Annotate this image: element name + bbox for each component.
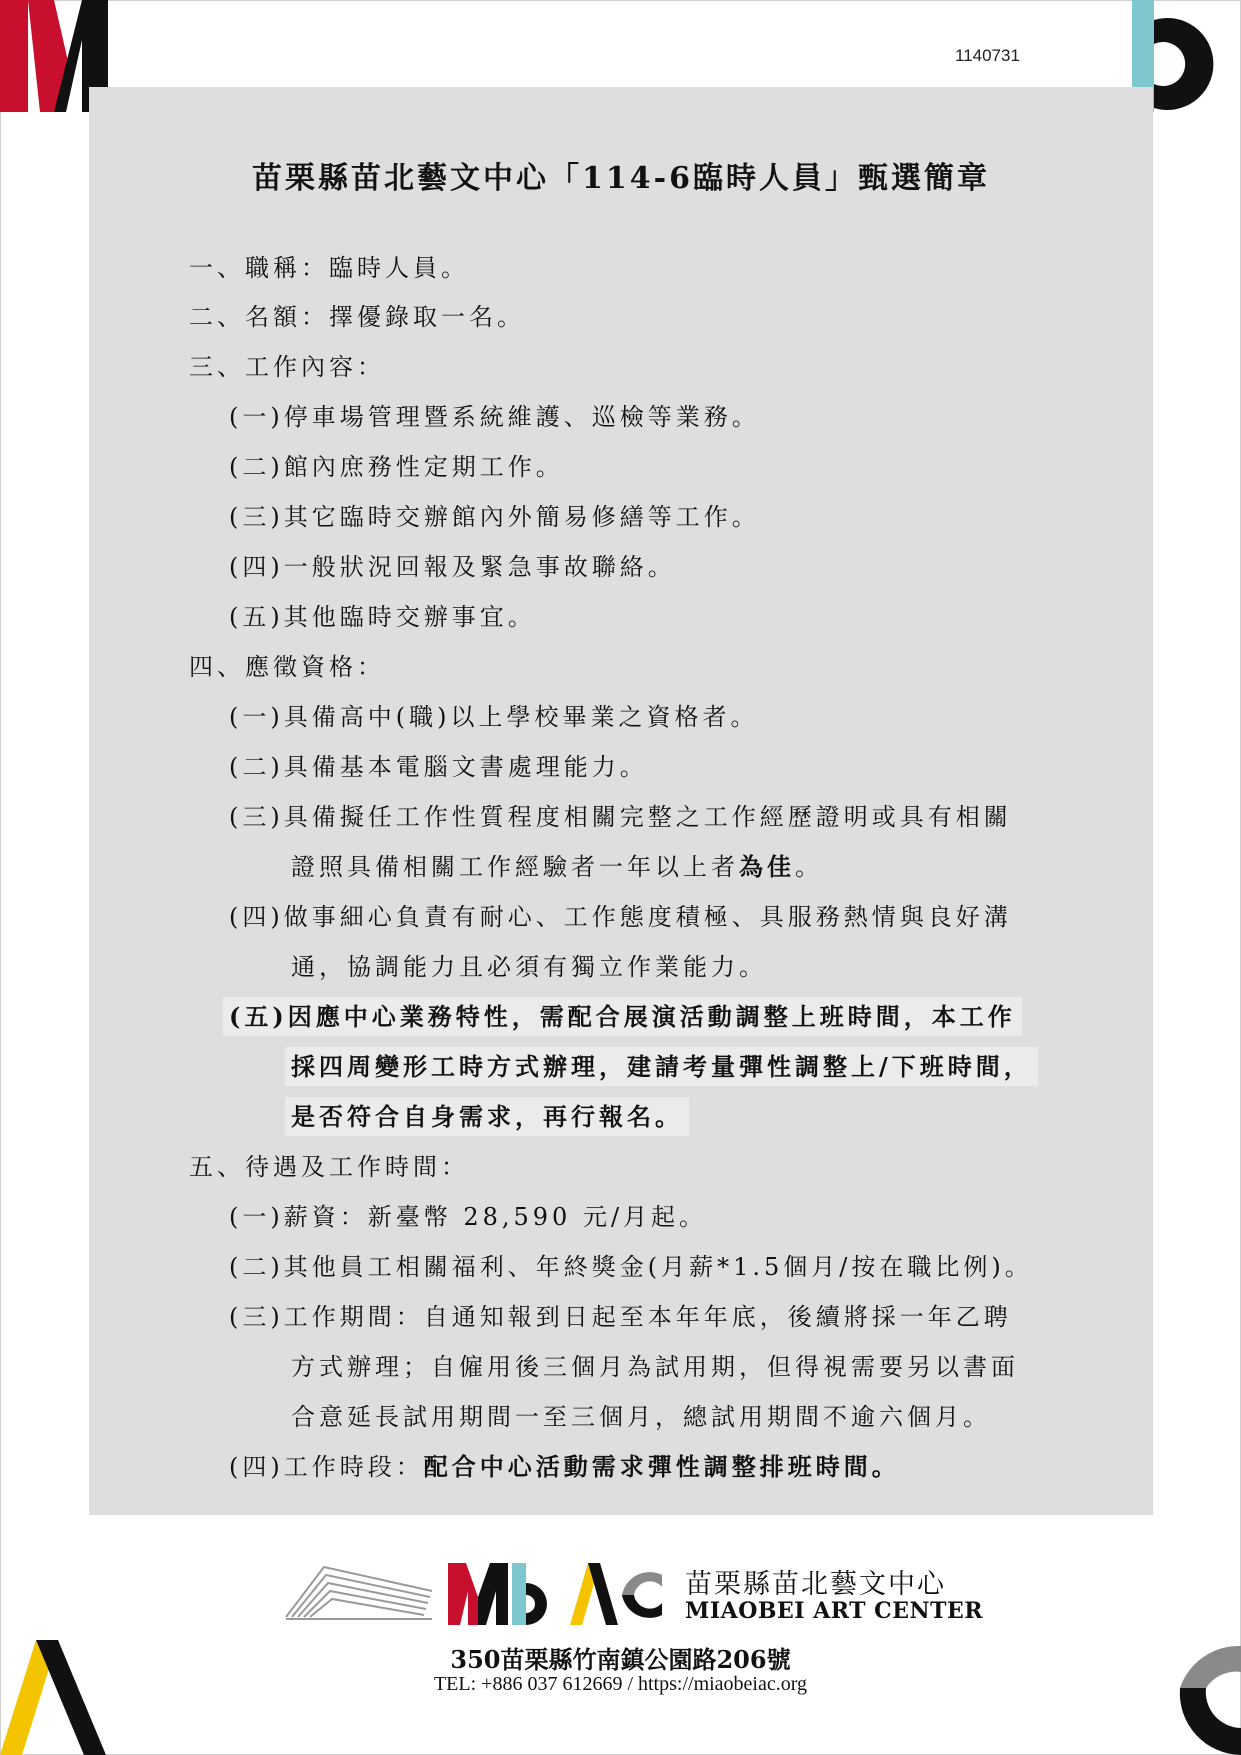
qualification-item-continued <box>291 851 823 883</box>
qualification-text: 。 <box>795 853 823 881</box>
section-salary-heading: 五、待遇及工作時間： <box>189 1153 469 1181</box>
qualification-highlighted-item-continued <box>291 1051 1038 1083</box>
section-quota: 二、名額：擇優錄取一名。 <box>189 303 525 331</box>
org-name-chinese: 苗栗縣苗北藝文中心 <box>685 1569 946 1600</box>
org-address: 350苗栗縣竹南鎮公園路206號 <box>450 1645 791 1674</box>
salary-item: (一)薪資：新臺幣 28,590 元/月起。 <box>229 1203 708 1231</box>
document-title: 苗栗縣苗北藝文中心「114-6臨時人員」甄選簡章 <box>252 161 990 196</box>
job-content-item: (五)其他臨時交辦事宜。 <box>229 603 536 631</box>
highlight: 是否符合自身需求，再行報名。 <box>285 1097 689 1136</box>
salary-item-continued: 方式辦理；自僱用後三個月為試用期，但得視需要另以書面 <box>291 1353 1019 1381</box>
org-contact: TEL: +886 037 612669 / https://miaobeiac.org <box>433 1673 808 1695</box>
document-number: 1140731 <box>955 46 1020 65</box>
section-job-title: 一、職稱：臨時人員。 <box>189 254 469 282</box>
salary-item: (三)工作期間：自通知報到日起至本年年底，後續將採一年乙聘 <box>229 1303 1012 1331</box>
salary-item: (二)其他員工相關福利、年終獎金(月薪*1.5個月/按在職比例)。 <box>229 1253 1033 1281</box>
work-hours-value: 配合中心活動需求彈性調整排班時間。 <box>423 1452 900 1481</box>
qualification-item: (四)做事細心負責有耐心、工作態度積極、具服務熱情與良好溝 <box>229 903 1012 931</box>
job-content-item: (一)停車場管理暨系統維護、巡檢等業務。 <box>229 403 760 431</box>
qualification-highlighted-item <box>229 1001 1022 1033</box>
job-content-item: (四)一般狀況回報及緊急事故聯絡。 <box>229 553 676 581</box>
qualification-item: (三)具備擬任工作性質程度相關完整之工作經歷證明或具有相關 <box>229 803 1012 831</box>
content-panel <box>89 87 1153 1515</box>
qualification-emphasis: 為佳 <box>739 852 795 881</box>
work-hours-item <box>229 1451 900 1483</box>
work-hours-label: (四)工作時段： <box>229 1453 424 1481</box>
highlight: (五)因應中心業務特性，需配合展演活動調整上班時間，本工作 <box>223 997 1022 1036</box>
section-qualifications-heading: 四、應徵資格： <box>189 653 385 681</box>
qualification-highlighted-item-continued <box>291 1101 689 1133</box>
highlight: 採四周變形工時方式辦理，建請考量彈性調整上/下班時間， <box>285 1047 1038 1086</box>
qualification-text: 證照具備相關工作經驗者一年以上者 <box>291 853 739 881</box>
job-content-item: (三)其它臨時交辦館內外簡易修繕等工作。 <box>229 503 760 531</box>
building-illustration <box>284 1561 434 1621</box>
org-name-english: MIAOBEI ART CENTER <box>685 1598 983 1624</box>
qualification-item-continued: 通，協調能力且必須有獨立作業能力。 <box>291 953 767 981</box>
salary-item-continued: 合意延長試用期間一至三個月，總試用期間不逾六個月。 <box>291 1403 991 1431</box>
qualification-item: (二)具備基本電腦文書處理能力。 <box>229 753 648 781</box>
job-content-item: (二)館內庶務性定期工作。 <box>229 453 564 481</box>
mbac-logo <box>448 1561 664 1625</box>
qualification-item: (一)具備高中(職)以上學校畢業之資格者。 <box>229 703 759 731</box>
section-job-content-heading: 三、工作內容： <box>189 353 385 381</box>
